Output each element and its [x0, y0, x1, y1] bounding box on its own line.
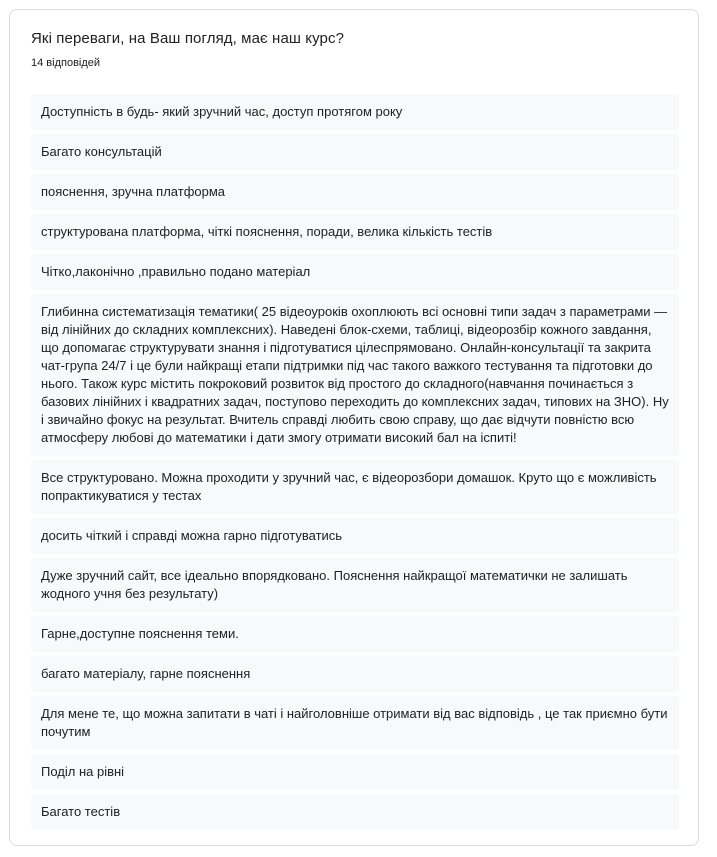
response-item: Все структуровано. Можна проходити у зручний час, є відеорозбори домашок. Круто що є можливість попрактикуватися у тестах	[31, 460, 679, 514]
response-item: Доступність в будь- який зручний час, доступ протягом року	[31, 94, 679, 130]
response-item: Гарне,доступне пояснення теми.	[31, 616, 679, 652]
response-count: 14 відповідей	[31, 57, 101, 69]
response-item: багато матеріалу, гарне пояснення	[31, 656, 679, 692]
question-summary-card	[9, 9, 699, 846]
question-title: Які переваги, на Ваш погляд, має наш курс?	[31, 30, 345, 47]
response-item: Багато тестів	[31, 794, 679, 830]
response-item: досить чіткий і справді можна гарно підготуватись	[31, 518, 679, 554]
response-item: Глибинна систематизація тематики( 25 відеоуроків охоплюють всі основні типи задач з параметрами — від лінійних до складних комплексних). Наведені блок-схеми, таблиці, відеорозбір кожного завдання, що допомагає структурувати знання і підготуватися цілеспрямовано. Онлайн-консультації та закрита чат-група 24/7 і це були найкращі етапи підтримки під час такого важкого тестування та підготовки до нього. Також курс містить покроковий розвиток від простого до складного(навчання починається з базових лінійних і квадратних задач, поступово переходить до комплексних задач, типових на ЗНО). Ну і звичайно фокус на результат. Вчитель справді любить свою справу, що дає відчути повністю всю атмосферу любові до математики і дати змогу отримати високий бал на іспиті!	[31, 294, 679, 456]
response-item: пояснення, зручна платформа	[31, 174, 679, 210]
response-item: Багато консультацій	[31, 134, 679, 170]
response-list	[31, 94, 679, 830]
response-item: Для мене те, що можна запитати в чаті і найголовніше отримати від вас відповідь , це так приємно бути почутим	[31, 696, 679, 750]
response-item: Чітко,лаконічно ,правильно подано матеріал	[31, 254, 679, 290]
response-item: Дуже зручний сайт, все ідеально впорядковано. Пояснення найкращої математички не залишать жодного учня без результату)	[31, 558, 679, 612]
response-item: структурована платформа, чіткі пояснення, поради, велика кількість тестів	[31, 214, 679, 250]
response-item: Поділ на рівні	[31, 754, 679, 790]
